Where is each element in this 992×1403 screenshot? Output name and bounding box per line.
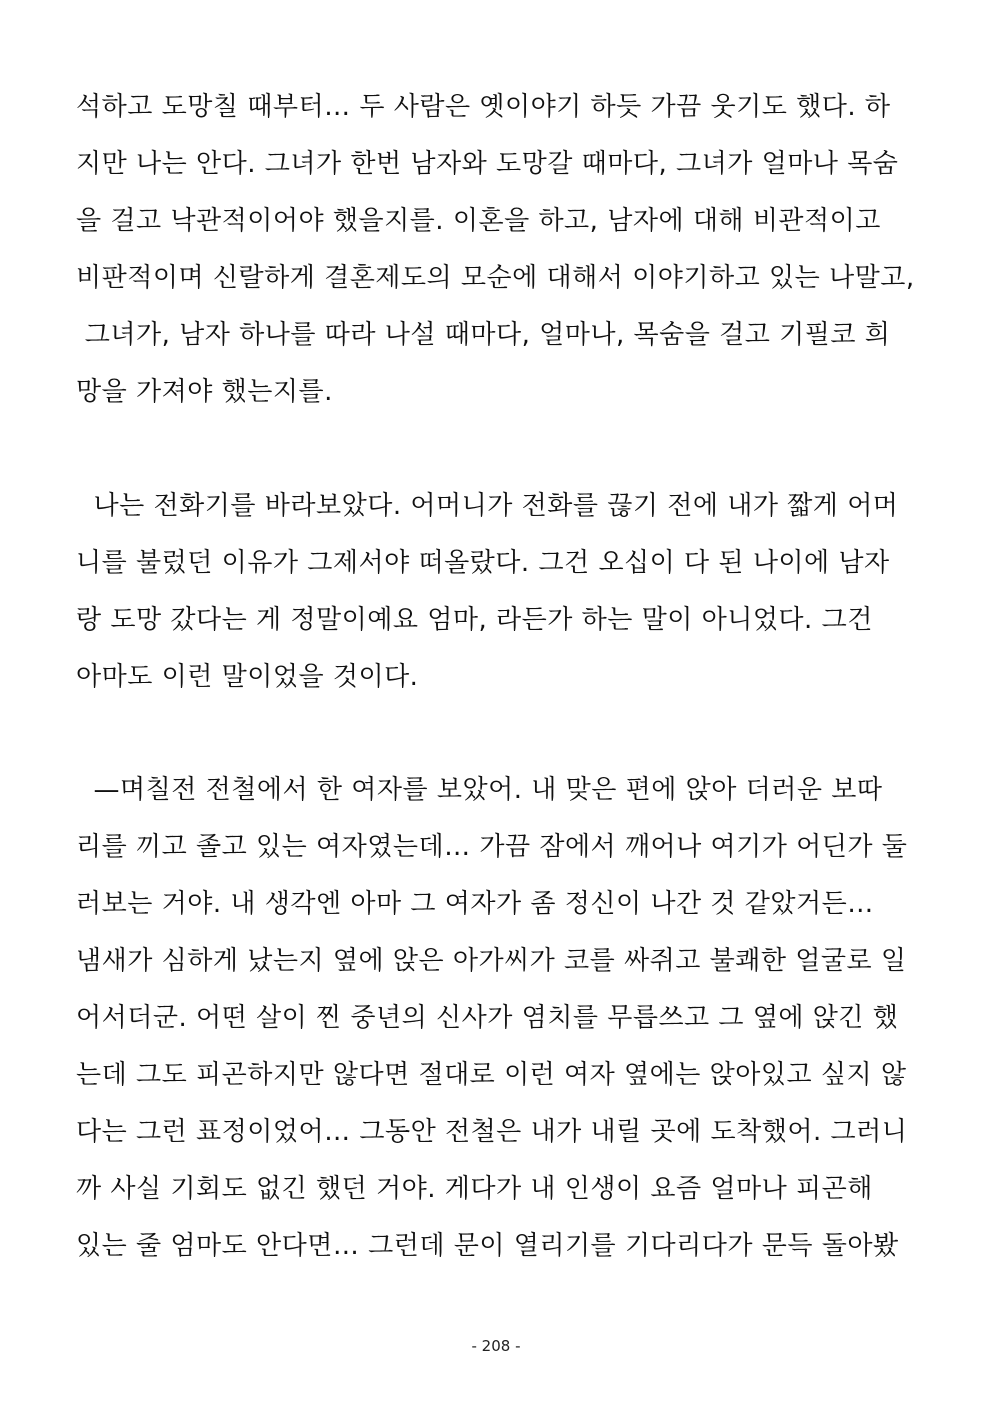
text-line: 어서더군. 어떤 살이 찐 중년의 신사가 염치를 무릅쓰고 그 옆에 앉긴 했 xyxy=(76,1003,899,1033)
text-line: 아마도 이런 말이었을 것이다. xyxy=(76,662,419,692)
text-line: —며칠전 전철에서 한 여자를 보았어. 내 맞은 편에 앉아 더러운 보따 xyxy=(76,775,883,805)
text-line: 석하고 도망칠 때부터… 두 사람은 옛이야기 하듯 가끔 웃기도 했다. 하 xyxy=(76,92,891,122)
text-line: 랑 도망 갔다는 게 정말이예요 엄마, 라든가 하는 말이 아니었다. 그건 xyxy=(76,605,873,635)
text-line: 니를 불렀던 이유가 그제서야 떠올랐다. 그건 오십이 다 된 나이에 남자 xyxy=(76,548,890,578)
text-line: 비판적이며 신랄하게 결혼제도의 모순에 대해서 이야기하고 있는 나말고, xyxy=(76,263,915,293)
page-number: - 208 - xyxy=(471,1337,521,1355)
text-line: 는데 그도 피곤하지만 않다면 절대로 이런 여자 옆에는 앉아있고 싶지 않 xyxy=(76,1060,907,1090)
text-line: 망을 가져야 했는지를. xyxy=(76,377,333,407)
text-line: 을 걸고 낙관적이어야 했을지를. 이혼을 하고, 남자에 대해 비관적이고 xyxy=(76,206,881,236)
text-line: 그녀가, 남자 하나를 따라 나설 때마다, 얼마나, 목숨을 걸고 기필코 희 xyxy=(76,320,891,350)
text-line: 있는 줄 엄마도 안다면… 그런데 문이 열리기를 기다리다가 문득 돌아봤 xyxy=(76,1231,899,1261)
text-line: 까 사실 기회도 없긴 했던 거야. 게다가 내 인생이 요즘 얼마나 피곤해 xyxy=(76,1174,873,1204)
text-line: 러보는 거야. 내 생각엔 아마 그 여자가 좀 정신이 나간 것 같았거든… xyxy=(76,889,874,919)
text-line: 냄새가 심하게 났는지 옆에 앉은 아가씨가 코를 싸쥐고 불쾌한 얼굴로 일 xyxy=(76,946,907,976)
text-line: 다는 그런 표정이었어… 그동안 전철은 내가 내릴 곳에 도착했어. 그러니 xyxy=(76,1117,908,1147)
text-line: 리를 끼고 졸고 있는 여자였는데… 가끔 잠에서 깨어나 여기가 어딘가 둘 xyxy=(76,832,908,862)
text-line: 지만 나는 안다. 그녀가 한번 남자와 도망갈 때마다, 그녀가 얼마나 목숨 xyxy=(76,149,899,179)
text-line: 나는 전화기를 바라보았다. 어머니가 전화를 끊기 전에 내가 짧게 어머 xyxy=(76,491,899,521)
